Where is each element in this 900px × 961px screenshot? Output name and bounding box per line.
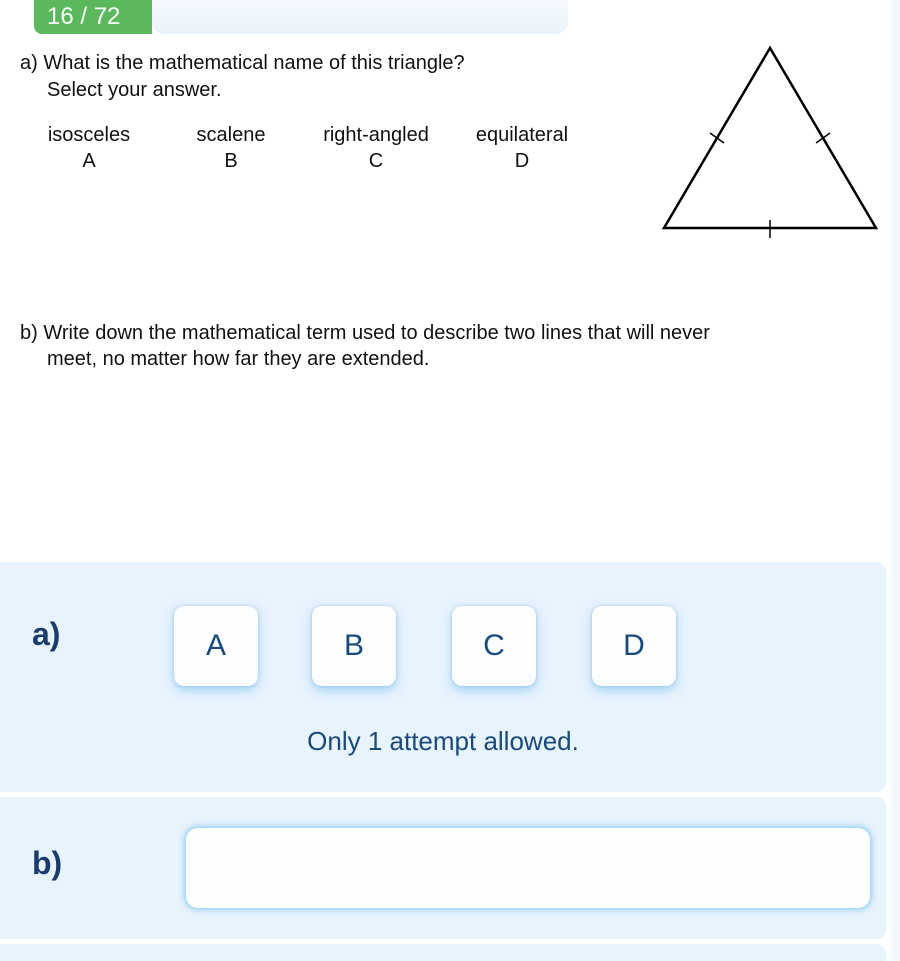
answer-button-c[interactable]: C	[452, 606, 536, 686]
option-b-letter: B	[224, 150, 238, 172]
option-c-letter: C	[368, 150, 384, 172]
question-b-prompt-line1: b) Write down the mathematical term used to describe two lines that will never	[20, 322, 710, 344]
option-c	[308, 122, 444, 174]
page-edge	[886, 0, 900, 961]
question-progress: 16 / 72	[34, 0, 152, 34]
option-a	[30, 122, 148, 174]
question-a-instruction: Select your answer.	[47, 79, 222, 101]
equilateral-triangle-icon	[656, 40, 882, 240]
option-d	[460, 122, 584, 174]
option-a-letter: A	[82, 150, 96, 172]
top-bar	[152, 0, 568, 34]
question-b-prompt-line2: meet, no matter how far they are extended.	[47, 348, 430, 370]
option-d-name: equilateral	[475, 124, 569, 146]
answer-button-b[interactable]: B	[312, 606, 396, 686]
answer-b-input[interactable]	[186, 828, 870, 908]
answer-button-a[interactable]: A	[174, 606, 258, 686]
option-a-name: isosceles	[47, 124, 131, 146]
answer-a-panel	[0, 562, 886, 792]
option-d-letter: D	[514, 150, 530, 172]
question-a-prompt: a) What is the mathematical name of this triangle?	[20, 52, 465, 74]
option-b-name: scalene	[196, 124, 266, 146]
next-panel	[0, 944, 886, 961]
answer-button-d[interactable]: D	[592, 606, 676, 686]
option-b	[172, 122, 290, 174]
option-c-name: right-angled	[323, 124, 429, 146]
answer-b-label: b)	[32, 845, 63, 881]
answer-a-label: a)	[32, 616, 61, 652]
attempt-note: Only 1 attempt allowed.	[307, 726, 579, 756]
